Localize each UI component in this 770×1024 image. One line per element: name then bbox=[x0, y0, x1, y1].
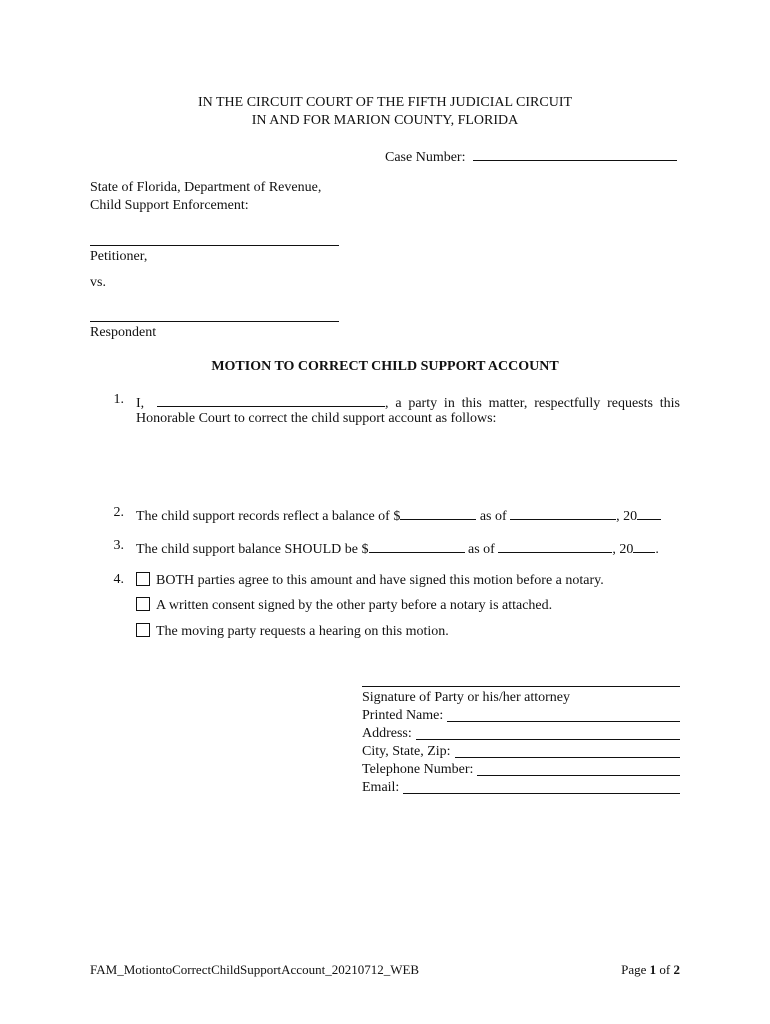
telephone-label: Telephone Number: bbox=[362, 762, 474, 777]
item3-text1: The child support balance SHOULD be $ bbox=[136, 542, 369, 557]
page-total: 2 bbox=[673, 962, 680, 977]
page-of: of bbox=[656, 962, 674, 977]
item3-number: 3. bbox=[113, 538, 124, 553]
correct-balance-field[interactable] bbox=[369, 538, 465, 553]
page-prefix: Page bbox=[621, 962, 650, 977]
option-both-agree bbox=[136, 572, 604, 590]
records-date-field[interactable] bbox=[510, 505, 616, 520]
telephone-row bbox=[362, 761, 680, 779]
printed-name-row bbox=[362, 707, 680, 725]
address-row bbox=[362, 725, 680, 743]
correct-year-field[interactable] bbox=[633, 538, 655, 553]
item3-text2: as of bbox=[464, 542, 499, 557]
option-written-consent-checkbox[interactable] bbox=[136, 597, 150, 611]
item2-text3: , 20 bbox=[616, 509, 638, 524]
signature-label: Signature of Party or his/her attorney bbox=[362, 690, 571, 705]
option-written-consent bbox=[136, 597, 552, 615]
option-hearing bbox=[136, 623, 449, 641]
party-name-field[interactable] bbox=[157, 392, 385, 407]
item1-line2: Honorable Court to correct the child support account as follows: bbox=[136, 411, 497, 426]
option-both-agree-checkbox[interactable] bbox=[136, 572, 150, 586]
petitioner-label: Petitioner, bbox=[90, 249, 148, 264]
item1-number: 1. bbox=[113, 392, 124, 407]
item1-suffix: , a party in this matter, respectfully requests this bbox=[385, 396, 681, 411]
item3-text3: , 20 bbox=[612, 542, 634, 557]
city-state-zip-row bbox=[362, 743, 680, 761]
case-number-label: Case Number: bbox=[385, 150, 466, 165]
petitioner-line2: Child Support Enforcement: bbox=[90, 198, 249, 213]
item2-number: 2. bbox=[113, 505, 124, 520]
email-row bbox=[362, 779, 680, 797]
document-title-text: MOTION TO CORRECT CHILD SUPPORT ACCOUNT bbox=[211, 359, 559, 374]
page-indicator bbox=[560, 961, 680, 979]
address-label: Address: bbox=[362, 726, 412, 741]
item1-prefix: I, bbox=[136, 396, 145, 411]
item2-text1: The child support records reflect a balance of $ bbox=[136, 509, 401, 524]
address-field[interactable] bbox=[416, 725, 680, 740]
item3-end: . bbox=[655, 542, 659, 557]
city-state-zip-label: City, State, Zip: bbox=[362, 744, 451, 759]
court-header-line1: IN THE CIRCUIT COURT OF THE FIFTH JUDICIAL CIRCUIT bbox=[197, 95, 573, 110]
petitioner-name-field[interactable] bbox=[90, 245, 339, 246]
option-hearing-label: The moving party requests a hearing on this motion. bbox=[156, 624, 449, 639]
case-number-row bbox=[385, 146, 677, 167]
records-year-field[interactable] bbox=[637, 505, 661, 520]
petitioner-line1: State of Florida, Department of Revenue, bbox=[90, 180, 322, 195]
form-identifier: FAM_MotiontoCorrectChildSupportAccount_20210712_WEB bbox=[90, 962, 420, 977]
court-header-line2: IN AND FOR MARION COUNTY, FLORIDA bbox=[251, 113, 519, 128]
records-balance-field[interactable] bbox=[400, 505, 476, 520]
item2-line bbox=[136, 505, 661, 526]
item3-line bbox=[136, 538, 659, 559]
case-number-field[interactable] bbox=[473, 146, 677, 161]
option-hearing-checkbox[interactable] bbox=[136, 623, 150, 637]
respondent-name-field[interactable] bbox=[90, 321, 339, 322]
respondent-label: Respondent bbox=[90, 325, 157, 340]
page-current: 1 bbox=[649, 962, 657, 977]
email-field[interactable] bbox=[403, 779, 680, 794]
item2-text2: as of bbox=[476, 509, 511, 524]
city-state-zip-field[interactable] bbox=[455, 743, 680, 758]
document-title bbox=[0, 358, 770, 376]
correct-date-field[interactable] bbox=[498, 538, 612, 553]
versus-label: vs. bbox=[90, 275, 106, 290]
item4-number: 4. bbox=[113, 572, 124, 587]
printed-name-label: Printed Name: bbox=[362, 708, 444, 723]
telephone-field[interactable] bbox=[477, 761, 680, 776]
printed-name-field[interactable] bbox=[447, 707, 680, 722]
option-written-consent-label: A written consent signed by the other party before a notary is attached. bbox=[156, 598, 553, 613]
option-both-agree-label: BOTH parties agree to this amount and have signed this motion before a notary. bbox=[156, 573, 604, 588]
email-label: Email: bbox=[362, 780, 400, 795]
signature-field[interactable] bbox=[362, 686, 680, 687]
